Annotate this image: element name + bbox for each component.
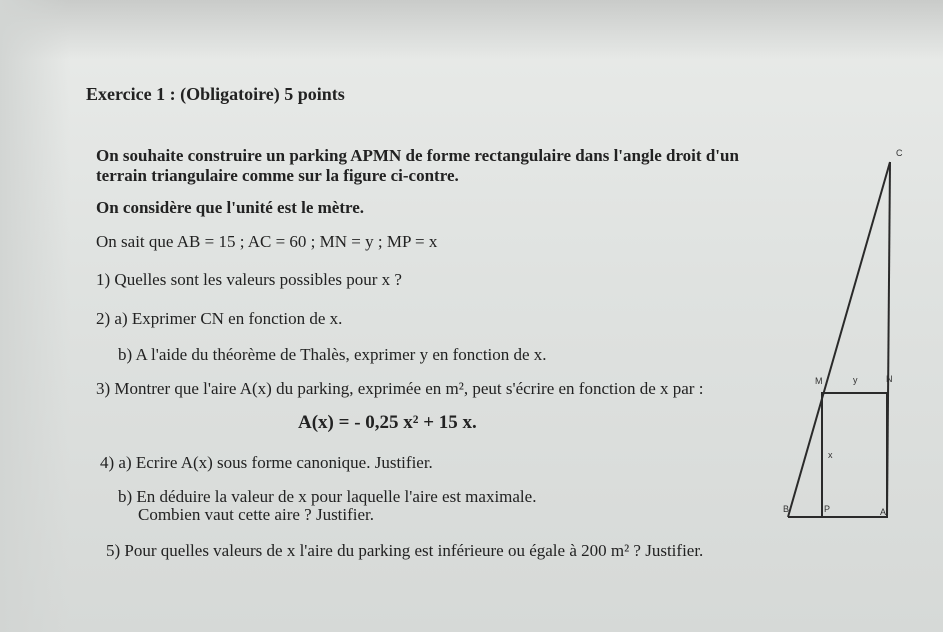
question-2b: b) A l'aide du théorème de Thalès, exprimer y en fonction de x. (118, 345, 547, 364)
label-m: M (815, 376, 823, 386)
question-2a: 2) a) Exprimer CN en fonction de x. (96, 309, 343, 328)
label-b: B (783, 504, 790, 514)
segment-bc (788, 162, 890, 517)
exercise-title: Exercice 1 : (Obligatoire) 5 points (86, 84, 345, 104)
question-4b-line-1: b) En déduire la valeur de x pour laquelle l'aire est maximale. (118, 487, 537, 506)
question-4a: 4) a) Ecrire A(x) sous forme canonique. Justifier. (100, 453, 433, 472)
label-n: N (886, 374, 893, 384)
label-x: x (828, 450, 833, 460)
given-values: On sait que AB = 15 ; AC = 60 ; MN = y ; MP = x (96, 232, 438, 251)
label-p: P (824, 504, 831, 514)
question-1: 1) Quelles sont les valeurs possibles pour x ? (96, 270, 402, 289)
label-y: y (853, 375, 858, 385)
intro-line-1: On souhaite construire un parking APMN de forme rectangulaire dans l'angle droit d'un (96, 146, 739, 165)
question-3: 3) Montrer que l'aire A(x) du parking, exprimée en m², peut s'écrire en fonction de x par : (96, 379, 704, 398)
label-c: C (896, 148, 903, 158)
question-5: 5) Pour quelles valeurs de x l'aire du parking est inférieure ou égale à 200 m² ? Justifier. (106, 541, 704, 560)
question-4b-line-2: Combien vaut cette aire ? Justifier. (138, 505, 375, 524)
intro-line-2: terrain triangulaire comme sur la figure ci-contre. (96, 166, 459, 185)
area-formula: A(x) = - 0,25 x² + 15 x. (298, 412, 477, 433)
label-a: A (880, 507, 887, 517)
unit-statement: On considère que l'unité est le mètre. (96, 198, 365, 217)
